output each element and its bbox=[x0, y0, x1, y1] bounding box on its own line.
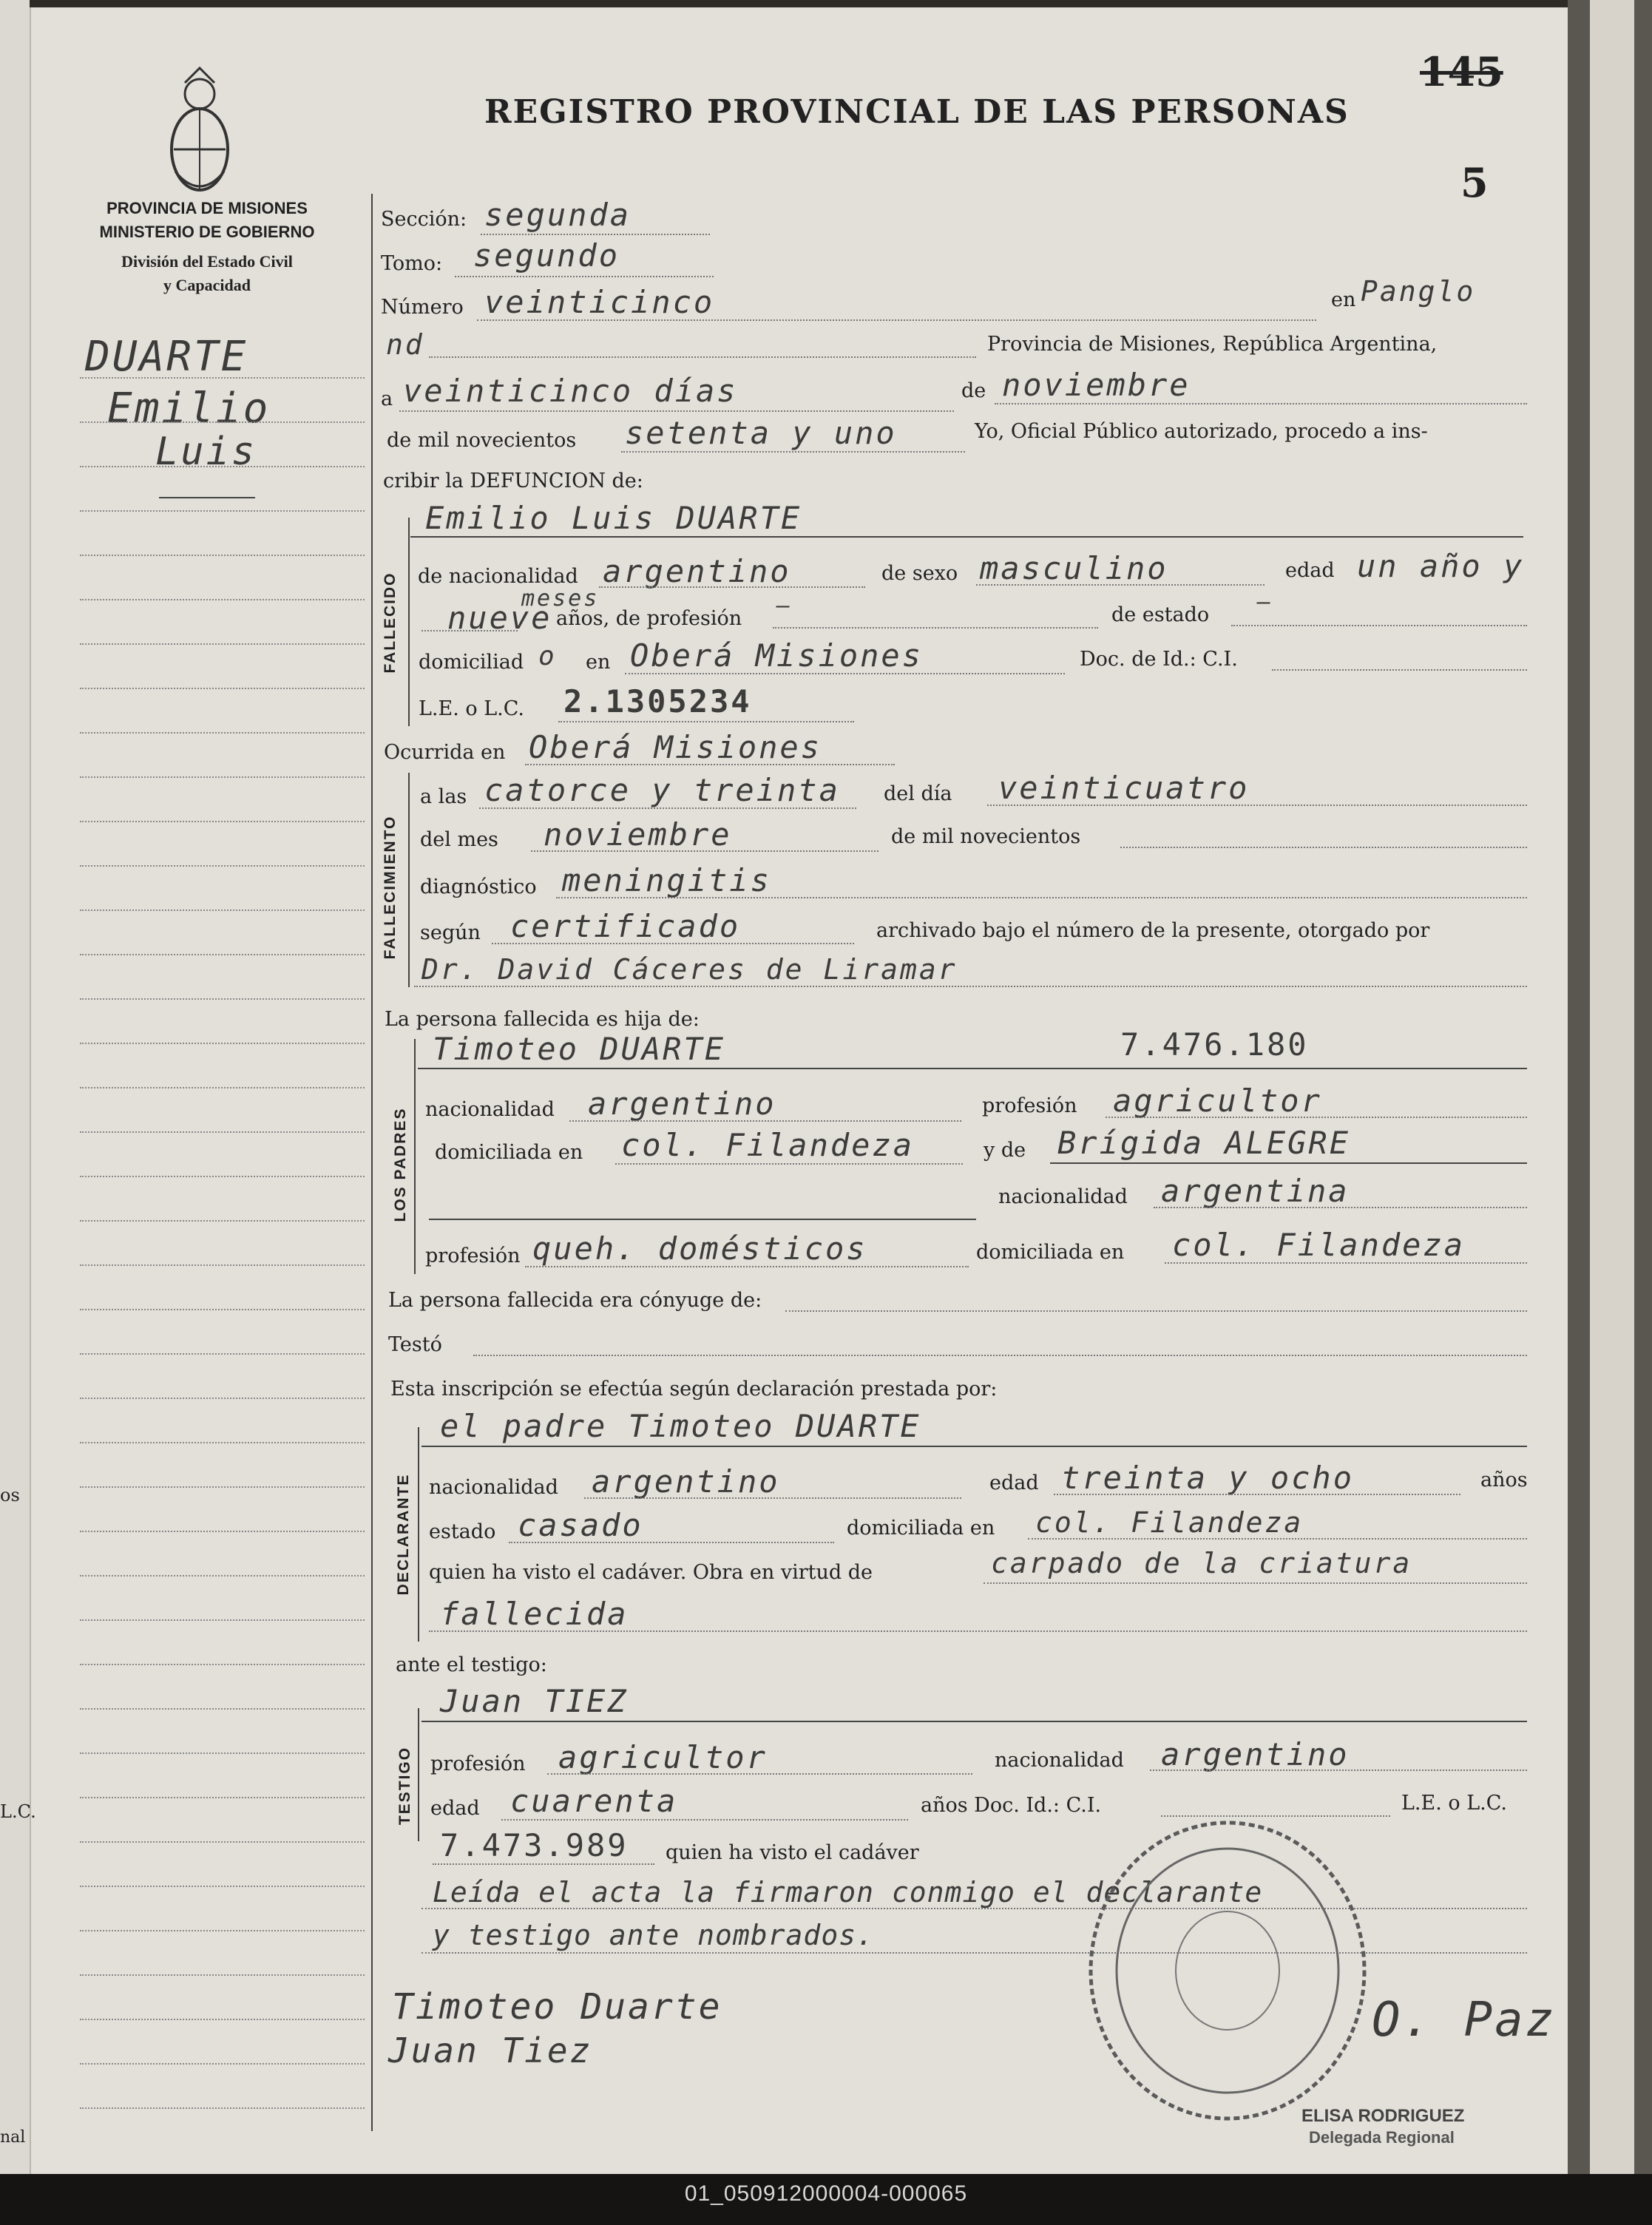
section-border bbox=[418, 1427, 419, 1642]
margin-rule bbox=[80, 910, 365, 911]
margin-underline bbox=[159, 497, 255, 498]
line bbox=[422, 1721, 1527, 1722]
agency-ministry: MINISTERIO DE GOBIERNO bbox=[99, 223, 315, 241]
value-mes: noviembre bbox=[1002, 367, 1191, 403]
line bbox=[625, 673, 1065, 674]
label-test-doc: años Doc. Id.: C.I. bbox=[921, 1794, 1102, 1817]
margin-rule bbox=[80, 1575, 365, 1577]
label-del-mes: del mes bbox=[420, 828, 498, 851]
value-test-edad: cuarenta bbox=[510, 1783, 678, 1819]
label-sexo: de sexo bbox=[881, 562, 958, 585]
label-de-mil: de mil novecientos bbox=[387, 429, 577, 452]
line bbox=[418, 1068, 1527, 1069]
value-obra: carpado de la criatura bbox=[991, 1547, 1412, 1579]
margin-rule bbox=[80, 1974, 365, 1976]
stamp-name: ELISA RODRIGUEZ bbox=[1301, 2106, 1465, 2126]
line bbox=[429, 356, 976, 358]
label-padre-dom: domiciliada en bbox=[435, 1141, 583, 1164]
margin-rule bbox=[80, 1220, 365, 1222]
margin-rule bbox=[80, 776, 365, 778]
value-domicilio: Oberá Misiones bbox=[630, 637, 924, 674]
margin-rule bbox=[80, 732, 365, 734]
value-madre-dom: col. Filandeza bbox=[1172, 1227, 1466, 1263]
margin-rule bbox=[80, 1930, 365, 1931]
line bbox=[414, 986, 1527, 987]
label-de-mil-nov: de mil novecientos bbox=[891, 825, 1081, 848]
line bbox=[558, 721, 854, 722]
margin-rule bbox=[80, 377, 365, 379]
line bbox=[1050, 1162, 1527, 1164]
line bbox=[433, 1863, 654, 1865]
margin-rule bbox=[80, 1708, 365, 1710]
margin-rule bbox=[80, 1398, 365, 1399]
label-numero: Número bbox=[381, 296, 464, 319]
margin-rule bbox=[80, 1309, 365, 1310]
margin-rule bbox=[80, 998, 365, 1000]
label-quien-visto: quien ha visto el cadáver. Obra en virtud de bbox=[429, 1561, 873, 1584]
label-hija-de: La persona fallecida es hija de: bbox=[385, 1008, 700, 1031]
value-padre-prof: agricultor bbox=[1113, 1083, 1322, 1119]
margin-rule bbox=[80, 821, 365, 822]
value-madre-prof: queh. domésticos bbox=[532, 1230, 867, 1267]
label-padre-nac: nacionalidad bbox=[425, 1098, 555, 1121]
label-test-le: L.E. o L.C. bbox=[1401, 1792, 1508, 1815]
label-profesion: años, de profesión bbox=[556, 607, 742, 630]
line bbox=[509, 1542, 834, 1543]
line bbox=[773, 627, 1098, 629]
section-fallecimiento: FALLECIMIENTO bbox=[382, 815, 399, 960]
closing-line-2: y testigo ante nombrados. bbox=[433, 1919, 874, 1951]
margin-rule bbox=[80, 688, 365, 689]
label-domiciliado: domiciliad bbox=[419, 651, 524, 674]
value-numero: veinticinco bbox=[484, 284, 715, 320]
line bbox=[976, 584, 1265, 586]
line bbox=[525, 764, 895, 765]
line bbox=[455, 276, 714, 277]
section-padres: LOS PADRES bbox=[392, 1107, 409, 1222]
label-edad: edad bbox=[1285, 559, 1335, 582]
margin-rule bbox=[80, 1353, 365, 1355]
value-decl-edad: treinta y ocho bbox=[1061, 1460, 1355, 1496]
section-border bbox=[418, 1708, 419, 1841]
value-test-prof: agricultor bbox=[558, 1739, 768, 1775]
official-seal-icon bbox=[1083, 1815, 1372, 2126]
value-tomo: segundo bbox=[473, 237, 620, 274]
line bbox=[1120, 847, 1527, 848]
line bbox=[410, 536, 1523, 538]
value-decl-dom: col. Filandeza bbox=[1035, 1506, 1304, 1539]
value-seccion: segunda bbox=[484, 197, 632, 233]
label-y-de: y de bbox=[984, 1139, 1026, 1162]
line bbox=[785, 1310, 1527, 1312]
line bbox=[984, 1582, 1527, 1584]
line bbox=[584, 1497, 961, 1499]
margin-firstname: Emilio bbox=[107, 385, 271, 433]
value-edad: un año y bbox=[1357, 548, 1525, 584]
margin-rule bbox=[80, 1486, 365, 1488]
label-a-las: a las bbox=[420, 785, 467, 808]
label-decl-nac: nacionalidad bbox=[429, 1476, 558, 1499]
margin-rule bbox=[80, 1752, 365, 1754]
value-decl-estado: casado bbox=[518, 1507, 643, 1543]
value-diagnostico: meningitis bbox=[562, 862, 771, 898]
line bbox=[599, 586, 865, 588]
stamp-title: Delegada Regional bbox=[1309, 2128, 1455, 2147]
agency-province: PROVINCIA DE MISIONES bbox=[106, 199, 308, 217]
margin-rule bbox=[80, 1442, 365, 1443]
margin-rule bbox=[80, 510, 365, 512]
line bbox=[1106, 1117, 1527, 1118]
label-archivado: archivado bajo el número de la presente, otorgado por bbox=[876, 919, 1430, 942]
line bbox=[621, 451, 965, 453]
value-hora: catorce y treinta bbox=[484, 772, 840, 808]
line bbox=[987, 805, 1527, 806]
value-en: Panglo bbox=[1361, 275, 1476, 308]
label-madre-nac: nacionalidad bbox=[998, 1185, 1128, 1208]
agency-capacity: y Capacidad bbox=[163, 276, 251, 294]
label-a: a bbox=[381, 387, 393, 410]
margin-rule bbox=[80, 599, 365, 600]
margin-rule bbox=[80, 1043, 365, 1044]
label-de: de bbox=[961, 379, 986, 402]
margin-rule bbox=[80, 1264, 365, 1266]
margin-rule bbox=[80, 1841, 365, 1843]
line bbox=[547, 1773, 972, 1775]
value-padre-doc: 7.476.180 bbox=[1120, 1026, 1309, 1063]
margin-rule bbox=[80, 1531, 365, 1532]
document-title: REGISTRO PROVINCIAL DE LAS PERSONAS bbox=[484, 93, 1350, 131]
value-test-doc: 7.473.989 bbox=[440, 1827, 629, 1863]
label-diagnostico: diagnóstico bbox=[420, 876, 537, 898]
margin-middlename: Luis bbox=[155, 430, 257, 474]
line bbox=[1154, 1207, 1527, 1208]
margin-rule bbox=[80, 1886, 365, 1887]
label-tomo: Tomo: bbox=[381, 252, 443, 275]
margin-rule bbox=[80, 2063, 365, 2065]
section-testigo: TESTIGO bbox=[396, 1746, 413, 1826]
line bbox=[995, 403, 1527, 404]
next-page-edge bbox=[1590, 0, 1634, 2174]
label-decl-dom: domiciliada en bbox=[847, 1517, 995, 1540]
value-dia: veinticinco días bbox=[403, 373, 738, 409]
label-ocurrida: Ocurrida en bbox=[384, 741, 506, 764]
line bbox=[531, 850, 879, 852]
value-madre: Brígida ALEGRE bbox=[1057, 1125, 1351, 1161]
signature-oficial: O. Paz bbox=[1372, 1993, 1557, 2048]
value-medico: Dr. David Cáceres de Liramar bbox=[422, 953, 958, 986]
line bbox=[1165, 1262, 1527, 1264]
label-padre-prof: profesión bbox=[982, 1094, 1077, 1117]
value-edad2: nueve bbox=[447, 600, 552, 636]
value-nd: nd bbox=[386, 328, 424, 361]
label-conyuge: La persona fallecida era cónyuge de: bbox=[388, 1289, 762, 1312]
label-madre-prof: profesión bbox=[425, 1244, 521, 1267]
value-mes-fall: noviembre bbox=[544, 816, 732, 853]
agency-division: División del Estado Civil bbox=[121, 252, 293, 271]
value-test-nac: argentino bbox=[1161, 1736, 1350, 1772]
closing-line-1: Leída el acta la firmaron conmigo el declarante bbox=[433, 1876, 1263, 1909]
label-madre-dom: domiciliada en bbox=[976, 1241, 1125, 1264]
line bbox=[481, 234, 710, 235]
label-decl-estado: estado bbox=[429, 1520, 496, 1543]
label-en: en bbox=[1331, 288, 1356, 311]
signature-testigo: Juan Tiez bbox=[388, 2031, 593, 2070]
label-decl-anos: años bbox=[1480, 1469, 1528, 1491]
label-nacionalidad: de nacionalidad bbox=[418, 565, 578, 588]
margin-rule bbox=[80, 2019, 365, 2020]
value-dia-num: veinticuatro bbox=[998, 770, 1250, 806]
value-profesion: — bbox=[776, 593, 793, 619]
margin-rule bbox=[80, 421, 365, 423]
margin-rule bbox=[80, 2107, 365, 2109]
margin-rule bbox=[80, 466, 365, 467]
section-fallecido: FALLECIDO bbox=[382, 572, 399, 674]
line bbox=[1150, 1769, 1527, 1771]
line bbox=[429, 1219, 976, 1220]
value-anio: setenta y uno bbox=[625, 415, 897, 451]
margin-rule bbox=[80, 1176, 365, 1177]
line bbox=[422, 1446, 1527, 1447]
value-madre-nac: argentina bbox=[1161, 1173, 1350, 1209]
image-caption: 01_050912000004-000065 bbox=[684, 2181, 968, 2206]
label-yo-oficial: Yo, Oficial Público autorizado, procedo a ins- bbox=[975, 420, 1428, 443]
margin-rule bbox=[80, 555, 365, 556]
line bbox=[569, 1120, 961, 1122]
line bbox=[501, 1819, 908, 1821]
margin-rule bbox=[80, 865, 365, 867]
value-nacionalidad: argentino bbox=[603, 553, 791, 589]
value-padre: Timoteo DUARTE bbox=[433, 1031, 726, 1067]
edge-fragment: L.C. bbox=[0, 1801, 36, 1822]
value-testigo: Juan TIEZ bbox=[440, 1683, 629, 1719]
label-le-lc: L.E. o L.C. bbox=[419, 697, 525, 720]
label-del-dia: del día bbox=[884, 782, 952, 805]
label-test-nac: nacionalidad bbox=[995, 1749, 1124, 1772]
margin-rule bbox=[80, 643, 365, 645]
label-estado: de estado bbox=[1111, 603, 1210, 626]
label-seccion: Sección: bbox=[381, 208, 467, 231]
line bbox=[1231, 625, 1527, 626]
value-declarante: el padre Timoteo DUARTE bbox=[440, 1408, 921, 1444]
line bbox=[422, 630, 518, 631]
page-number: 5 bbox=[1460, 159, 1489, 206]
value-estado: — bbox=[1257, 589, 1273, 615]
label-provincia: Provincia de Misiones, República Argentina, bbox=[987, 333, 1438, 356]
edge-fragment: nal bbox=[0, 2128, 26, 2147]
value-sexo: masculino bbox=[980, 550, 1168, 586]
value-padre-nac: argentino bbox=[588, 1086, 776, 1122]
line bbox=[556, 897, 1527, 898]
section-border bbox=[414, 1039, 416, 1274]
line bbox=[525, 1266, 969, 1267]
label-cribir: cribir la DEFUNCION de: bbox=[383, 470, 643, 492]
line bbox=[473, 1355, 1527, 1356]
label-testo: Testó bbox=[388, 1333, 442, 1356]
margin-rule bbox=[80, 1797, 365, 1798]
line bbox=[1028, 1538, 1527, 1540]
value-meses: meses bbox=[521, 586, 600, 612]
value-segun: certificado bbox=[510, 908, 741, 944]
label-ante-testigo: ante el testigo: bbox=[396, 1653, 547, 1676]
value-obra2: fallecida bbox=[440, 1596, 629, 1632]
margin-rule bbox=[80, 1131, 365, 1133]
line bbox=[477, 319, 1316, 321]
label-en-dom: en bbox=[586, 651, 611, 674]
line bbox=[429, 1630, 1527, 1632]
value-domicilio-o: o bbox=[538, 641, 557, 671]
line bbox=[1272, 669, 1527, 671]
form-left-border bbox=[371, 194, 373, 2131]
edge-fragment: os bbox=[0, 1485, 20, 1506]
coat-of-arms-icon bbox=[166, 61, 233, 201]
margin-rule bbox=[80, 1664, 365, 1665]
label-test-prof: profesión bbox=[430, 1752, 526, 1775]
value-le: 2.1305234 bbox=[563, 683, 752, 719]
line bbox=[479, 807, 856, 809]
label-segun: según bbox=[420, 921, 481, 944]
label-test-edad: edad bbox=[430, 1797, 480, 1820]
label-test-visto: quien ha visto el cadáver bbox=[666, 1841, 919, 1864]
line bbox=[399, 410, 954, 412]
margin-rule bbox=[80, 1087, 365, 1088]
signature-declarante: Timoteo Duarte bbox=[392, 1986, 722, 2028]
label-doc-id: Doc. de Id.: C.I. bbox=[1080, 648, 1238, 671]
value-nombre: Emilio Luis DUARTE bbox=[425, 500, 802, 536]
label-decl-edad: edad bbox=[989, 1472, 1039, 1494]
adjacent-page-edge bbox=[0, 0, 30, 2174]
line bbox=[1054, 1494, 1460, 1495]
line bbox=[492, 943, 854, 944]
line bbox=[615, 1163, 963, 1165]
section-declarante: DECLARANTE bbox=[395, 1473, 412, 1596]
value-padre-dom: col. Filandeza bbox=[621, 1127, 915, 1163]
page-number-struck: 145 bbox=[1420, 48, 1503, 95]
margin-surname: DUARTE bbox=[85, 333, 248, 381]
value-decl-nac: argentino bbox=[592, 1463, 780, 1500]
margin-rule bbox=[80, 1619, 365, 1621]
label-inscripcion: Esta inscripción se efectúa según declaración prestada por: bbox=[390, 1378, 998, 1401]
value-ocurrida: Oberá Misiones bbox=[529, 729, 822, 765]
margin-rule bbox=[80, 954, 365, 955]
section-border bbox=[408, 518, 410, 726]
section-border bbox=[408, 773, 410, 987]
